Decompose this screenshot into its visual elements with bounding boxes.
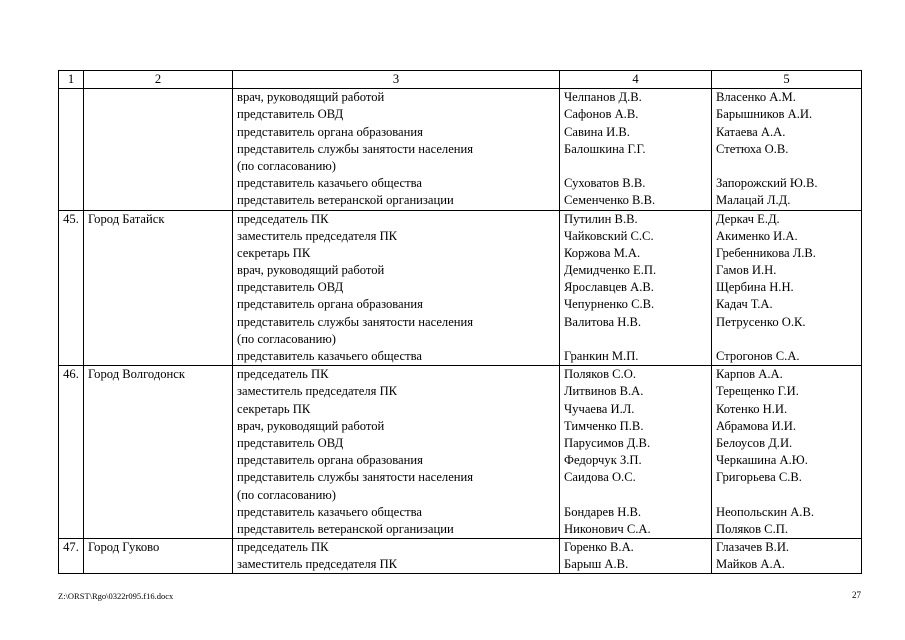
deputy-name: Гамов И.Н. [716, 263, 777, 278]
commission-role-cell [233, 366, 560, 539]
commission-role-cell [233, 210, 560, 366]
row-number [59, 89, 84, 210]
member-name: Суховатов В.В. [564, 176, 646, 191]
deputy-name: Кадач Т.А. [716, 297, 773, 312]
deputy-name-cell [712, 89, 862, 210]
deputy-name: Григорьева С.В. [716, 470, 802, 485]
member-name: Горенко В.А. [564, 540, 634, 555]
member-name: Бондарев Н.В. [564, 504, 642, 519]
commission-role: председатель ПК [237, 211, 329, 226]
member-name: Гранкин М.П. [564, 349, 639, 364]
commission-role: представитель ОВД [237, 280, 344, 295]
commission-role: заместитель председателя ПК [237, 384, 398, 399]
deputy-name-cell [712, 539, 862, 574]
member-name [564, 487, 707, 504]
footer-file-path: Z:\ORST\Rgo\0322r095.f16.docx [58, 591, 174, 601]
deputy-name: Барышников А.И. [716, 107, 813, 122]
member-name [564, 331, 707, 348]
commission-role: представитель органа образования [237, 124, 423, 139]
deputy-name: Гребенникова Л.В. [716, 245, 816, 260]
member-name [564, 158, 707, 175]
deputy-name: Щербина Н.Н. [716, 280, 794, 295]
deputy-name: Белоусов Д.И. [716, 435, 793, 450]
deputy-name: Неопольскин А.В. [716, 504, 815, 519]
municipality-name: Город Волгодонск [84, 366, 233, 539]
deputy-name: Запорожский Ю.В. [716, 176, 818, 191]
header-col-2: 2 [84, 71, 233, 89]
row-number: 47. [59, 539, 84, 574]
commission-role-cell [233, 89, 560, 210]
commission-role: врач, руководящий работой [237, 418, 385, 433]
deputy-name: Петрусенко О.К. [716, 314, 806, 329]
member-name: Поляков С.О. [564, 367, 636, 382]
commission-role: представитель службы занятости населения [237, 470, 474, 485]
member-name-cell [560, 539, 712, 574]
commission-role: представитель казачьего общества [237, 504, 422, 519]
deputy-name: Катаева А.А. [716, 124, 786, 139]
commission-role: секретарь ПК [237, 401, 311, 416]
member-name: Чепурненко С.В. [564, 297, 655, 312]
member-name: Путилин В.В. [564, 211, 638, 226]
commission-role: представитель казачьего общества [237, 349, 422, 364]
commission-table [58, 70, 862, 574]
table-row [59, 210, 862, 366]
member-name: Литвинов В.А. [564, 384, 644, 399]
table-row [59, 366, 862, 539]
member-name: Сафонов А.В. [564, 107, 639, 122]
deputy-name: Акименко И.А. [716, 228, 798, 243]
member-name: Парусимов Д.В. [564, 435, 651, 450]
table-row [59, 539, 862, 574]
deputy-name [716, 158, 857, 175]
member-name: Чучаева И.Л. [564, 401, 635, 416]
deputy-name: Терещенко Г.И. [716, 384, 799, 399]
member-name: Ярославцев А.В. [564, 280, 654, 295]
deputy-name: Карпов А.А. [716, 367, 783, 382]
header-row [59, 71, 862, 89]
member-name: Челпанов Д.В. [564, 90, 642, 105]
commission-role: председатель ПК [237, 540, 329, 555]
header-col-5: 5 [712, 71, 862, 89]
member-name: Коржова М.А. [564, 245, 641, 260]
table-row [59, 89, 862, 210]
row-number: 45. [59, 210, 84, 366]
member-name: Валитова Н.В. [564, 314, 642, 329]
commission-role: представитель казачьего общества [237, 176, 422, 191]
member-name: Балошкина Г.Г. [564, 141, 646, 156]
commission-role-cell [233, 539, 560, 574]
commission-role: (по согласованию) [237, 487, 337, 502]
member-name: Семенченко В.В. [564, 193, 656, 208]
municipality-name: Город Гуково [84, 539, 233, 574]
commission-role: представитель ветеранской организации [237, 521, 454, 536]
deputy-name: Стетюха О.В. [716, 141, 789, 156]
member-name: Барыш А.В. [564, 557, 629, 572]
header-col-1: 1 [59, 71, 84, 89]
header-col-3: 3 [233, 71, 560, 89]
commission-role: (по согласованию) [237, 331, 337, 346]
member-name: Чайковский С.С. [564, 228, 654, 243]
deputy-name: Черкашина А.Ю. [716, 453, 808, 468]
deputy-name: Власенко А.М. [716, 90, 796, 105]
member-name: Демидченко Е.П. [564, 263, 657, 278]
municipality-name: Город Батайск [84, 210, 233, 366]
deputy-name: Майков А.А. [716, 557, 785, 572]
commission-role: заместитель председателя ПК [237, 228, 398, 243]
commission-role: заместитель председателя ПК [237, 557, 398, 572]
deputy-name-cell [712, 366, 862, 539]
commission-role: представитель ОВД [237, 435, 344, 450]
deputy-name: Глазачев В.И. [716, 540, 790, 555]
deputy-name: Поляков С.П. [716, 521, 788, 536]
commission-role: представитель органа образования [237, 297, 423, 312]
deputy-name: Абрамова И.И. [716, 418, 797, 433]
deputy-name [716, 331, 857, 348]
header-col-4: 4 [560, 71, 712, 89]
member-name: Федорчук З.П. [564, 453, 642, 468]
commission-role: представитель ветеранской организации [237, 193, 454, 208]
member-name: Савина И.В. [564, 124, 630, 139]
deputy-name: Строгонов С.А. [716, 349, 800, 364]
commission-role: председатель ПК [237, 367, 329, 382]
member-name: Никонович С.А. [564, 521, 651, 536]
footer-page-number: 27 [852, 590, 861, 600]
commission-role: врач, руководящий работой [237, 263, 385, 278]
commission-role: представитель ОВД [237, 107, 344, 122]
member-name: Тимченко П.В. [564, 418, 644, 433]
member-name-cell [560, 366, 712, 539]
commission-role: врач, руководящий работой [237, 90, 385, 105]
deputy-name: Малацай Л.Д. [716, 193, 791, 208]
deputy-name-cell [712, 210, 862, 366]
member-name: Саидова О.С. [564, 470, 636, 485]
deputy-name: Деркач Е.Д. [716, 211, 780, 226]
deputy-name [716, 487, 857, 504]
commission-role: представитель органа образования [237, 453, 423, 468]
member-name-cell [560, 89, 712, 210]
deputy-name: Котенко Н.И. [716, 401, 788, 416]
commission-role: секретарь ПК [237, 245, 311, 260]
row-number: 46. [59, 366, 84, 539]
commission-role: представитель службы занятости населения [237, 314, 474, 329]
commission-role: представитель службы занятости населения [237, 141, 474, 156]
member-name-cell [560, 210, 712, 366]
municipality-name [84, 89, 233, 210]
commission-role: (по согласованию) [237, 158, 337, 173]
